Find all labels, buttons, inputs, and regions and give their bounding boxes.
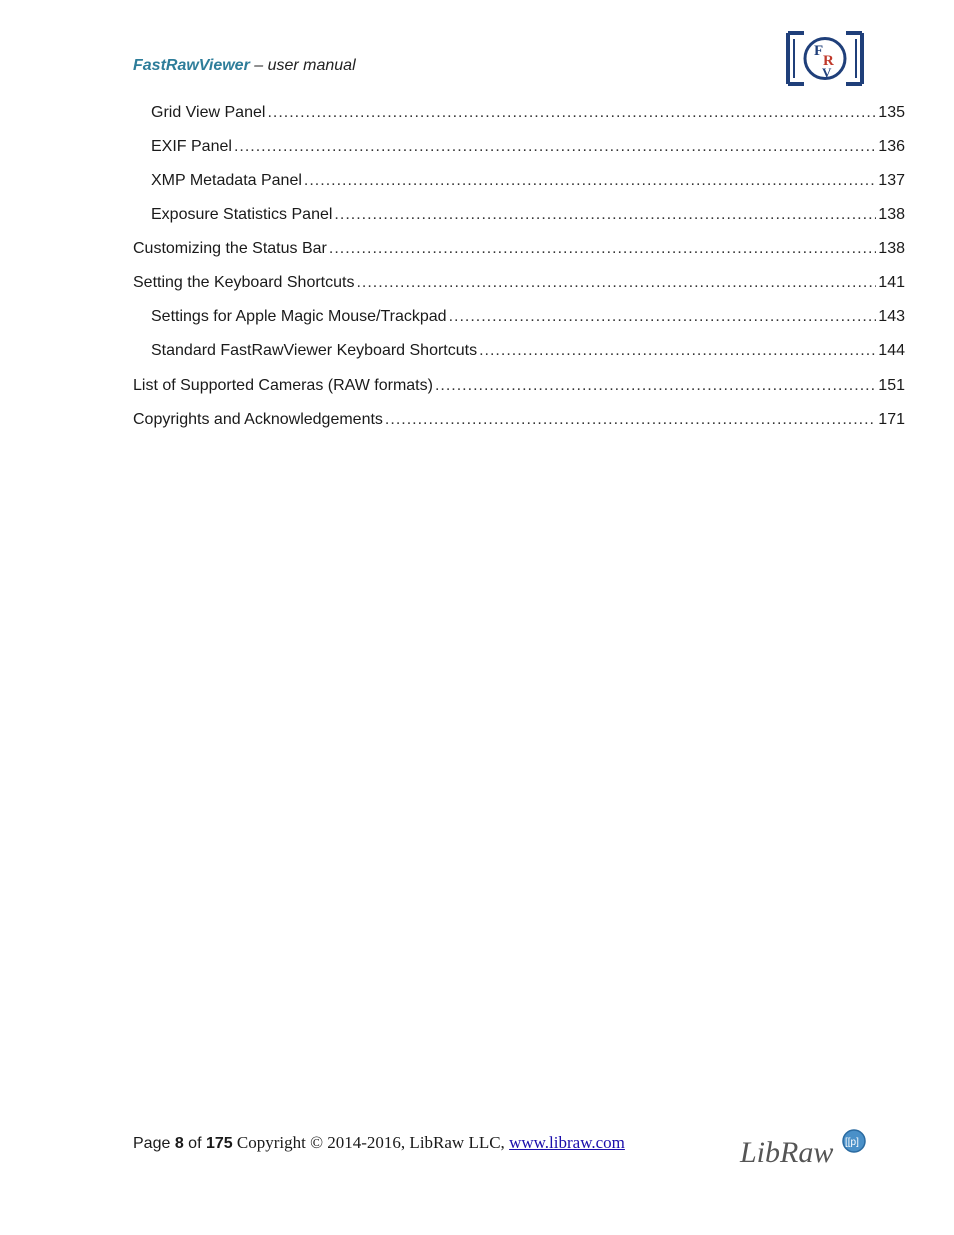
toc-leader — [356, 268, 876, 298]
toc-entry-label: Setting the Keyboard Shortcuts — [133, 274, 355, 291]
toc-entry[interactable] — [133, 405, 905, 439]
header-brand: FastRawViewer — [133, 57, 250, 74]
toc-entry-page: 151 — [878, 377, 905, 394]
toc-entry-page: 136 — [878, 138, 905, 155]
toc-leader — [334, 200, 876, 230]
toc-entry[interactable] — [133, 371, 905, 405]
libraw-logo-text: LibRaw — [740, 1136, 834, 1169]
libraw-logo-badge: [[p] — [845, 1137, 859, 1148]
toc-leader — [329, 234, 876, 264]
toc-entry-page: 171 — [878, 411, 905, 428]
toc-entry[interactable] — [133, 234, 905, 268]
toc-entry-page: 135 — [878, 104, 905, 121]
toc-entry-label: Copyrights and Acknowledgements — [133, 411, 383, 428]
running-header — [133, 57, 356, 75]
toc-entry-label: EXIF Panel — [151, 138, 232, 155]
toc-leader — [267, 98, 876, 128]
toc-entry[interactable] — [133, 336, 905, 370]
frv-logo-icon — [786, 31, 864, 86]
toc-entry-page: 137 — [878, 172, 905, 189]
toc-leader — [479, 336, 876, 366]
toc-entry-label: Customizing the Status Bar — [133, 240, 327, 257]
frv-logo-letter-f: F — [814, 43, 824, 59]
toc-entry[interactable] — [133, 132, 905, 166]
toc-leader — [449, 302, 877, 332]
toc-entry-label: Settings for Apple Magic Mouse/Trackpad — [151, 308, 447, 325]
toc-entry-label: List of Supported Cameras (RAW formats) — [133, 377, 433, 394]
toc-entry[interactable] — [133, 98, 905, 132]
toc-leader — [385, 405, 876, 435]
footer-website-link[interactable]: www.libraw.com — [509, 1133, 625, 1152]
toc-entry[interactable] — [133, 302, 905, 336]
toc-leader — [435, 371, 876, 401]
toc-entry[interactable] — [133, 166, 905, 200]
footer-of-text: of — [183, 1135, 206, 1152]
toc-entry-label: XMP Metadata Panel — [151, 172, 302, 189]
libraw-logo-icon — [738, 1125, 870, 1170]
toc-entry-page: 141 — [878, 274, 905, 291]
toc-entry-label: Standard FastRawViewer Keyboard Shortcuts — [151, 342, 478, 359]
header-subtitle: – user manual — [249, 57, 356, 74]
toc-entry-label: Grid View Panel — [151, 104, 266, 121]
footer-page-prefix: Page — [133, 1135, 175, 1152]
footer-total-pages: 175 — [205, 1135, 233, 1152]
toc-entry[interactable] — [133, 200, 905, 234]
toc-entry[interactable] — [133, 268, 905, 302]
toc-entry-page: 144 — [878, 342, 905, 359]
toc-leader — [304, 166, 876, 196]
toc-entry-page: 143 — [878, 308, 905, 325]
footer-copyright: Copyright © 2014-2016, LibRaw LLC, — [232, 1133, 510, 1152]
toc-entry-label: Exposure Statistics Panel — [151, 206, 333, 223]
toc-leader — [234, 132, 876, 162]
table-of-contents — [133, 98, 905, 439]
toc-entry-page: 138 — [878, 206, 905, 223]
frv-logo-letter-r: R — [823, 53, 834, 69]
frv-logo-letter-v: V — [822, 65, 832, 80]
page-footer — [133, 1133, 625, 1153]
toc-entry-page: 138 — [878, 240, 905, 257]
footer-page-number: 8 — [174, 1135, 184, 1152]
